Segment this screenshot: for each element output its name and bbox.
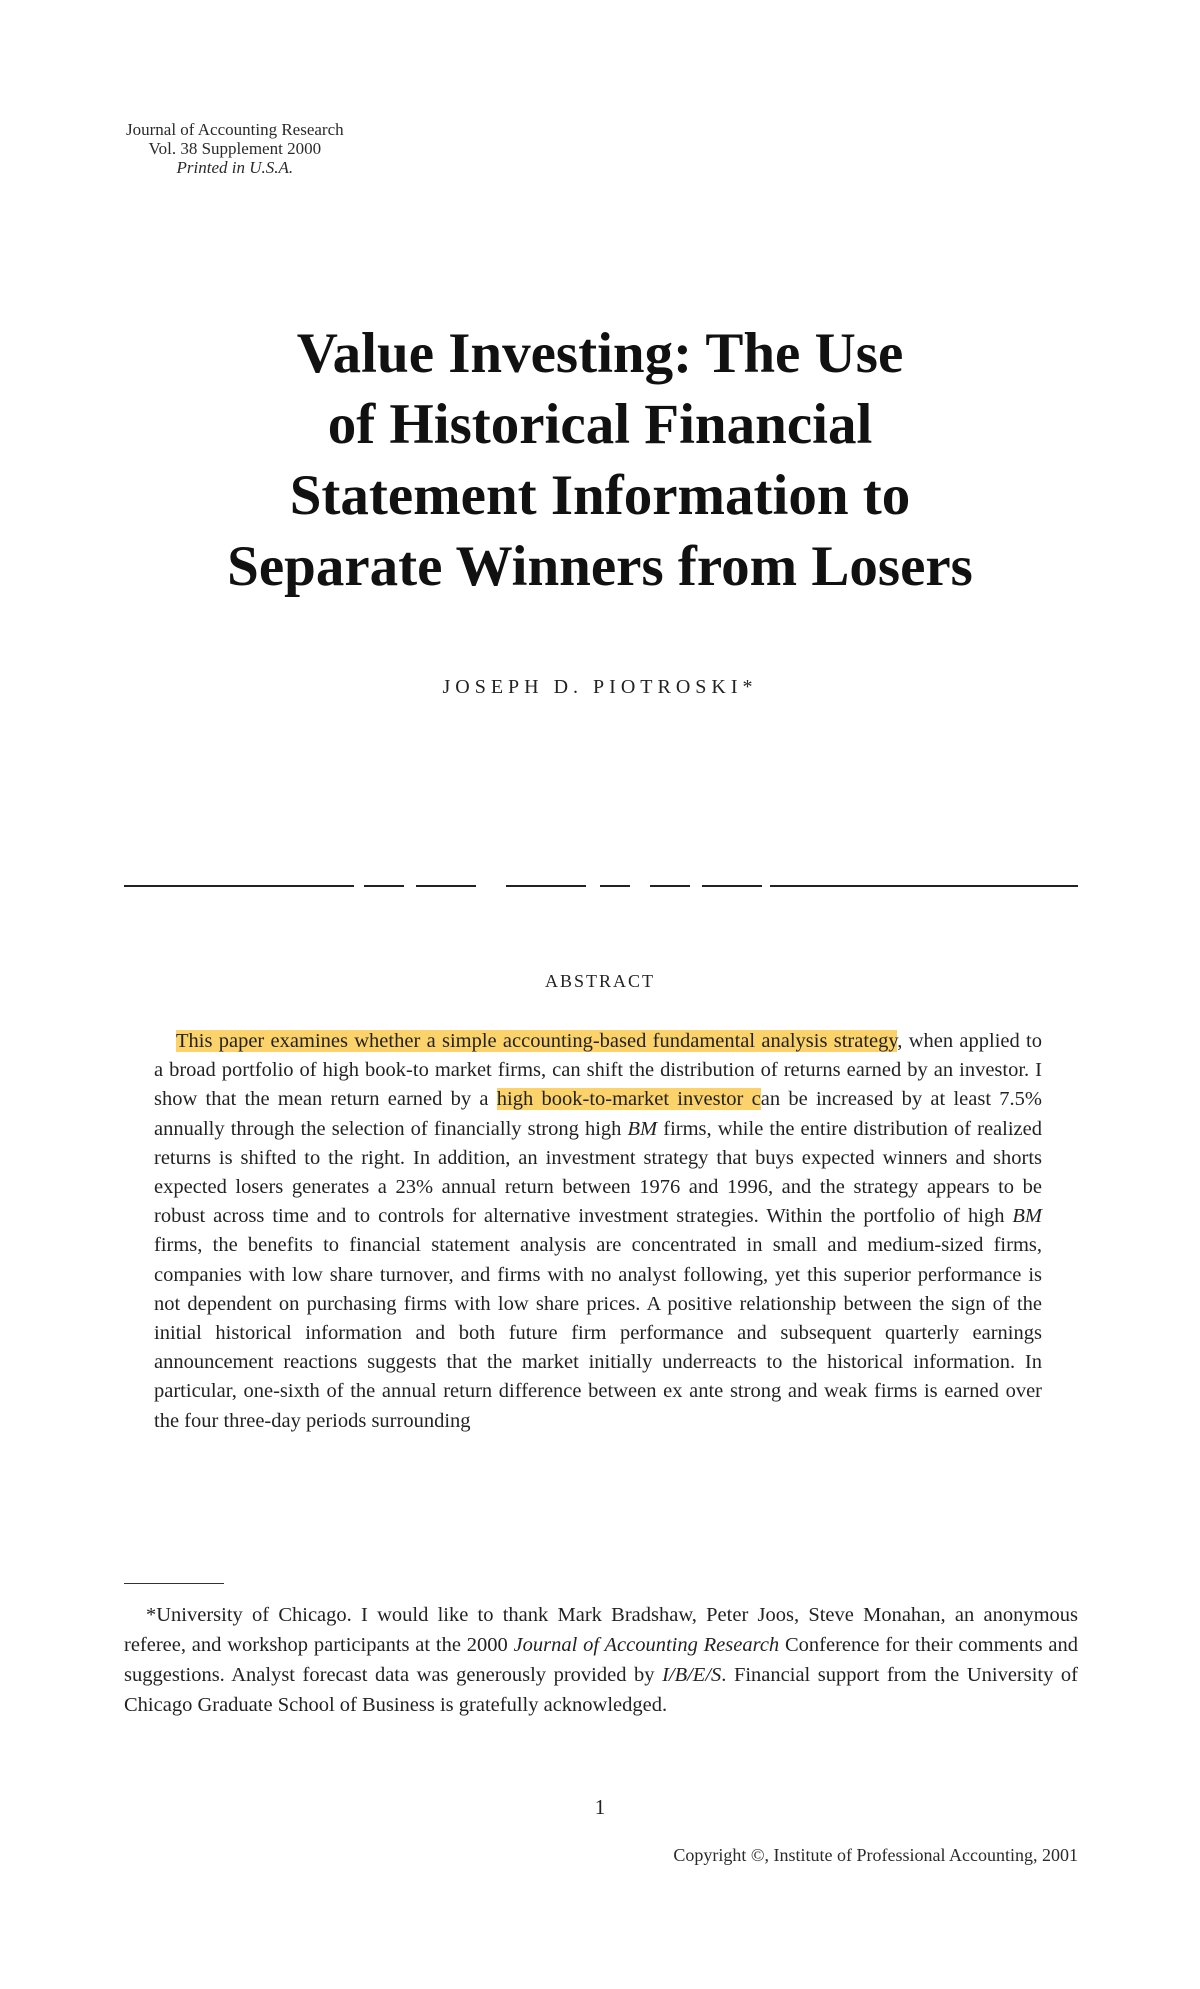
- copyright-notice: Copyright ©, Institute of Professional Accounting, 2001: [673, 1845, 1078, 1865]
- abstract-bm-term: BM: [627, 1117, 658, 1140]
- abstract-text: [154, 1027, 1042, 1436]
- abstract-segment: an be increased by at least 7.5% annually through the selection of financially strong high: [154, 1088, 1042, 1140]
- abstract-heading: ABSTRACT: [544, 971, 656, 991]
- footnote: [124, 1600, 1078, 1720]
- title-line-1: Value Investing: The Use: [296, 322, 904, 385]
- footnote-ibes: I/B/E/S: [662, 1664, 722, 1686]
- journal-header: [126, 120, 344, 177]
- printed-location: Printed in U.S.A.: [176, 158, 294, 177]
- abstract-bm-term: BM: [1012, 1205, 1042, 1228]
- title-line-3: Statement Information to: [289, 464, 911, 527]
- highlighted-text[interactable]: This paper examines whether a simple accounting-based fundamental analysis strategy: [176, 1030, 898, 1052]
- journal-name: Journal of Accounting Research: [126, 120, 344, 139]
- footnote-segment: Conference for their comments and suggestions. Analyst forecast data was generously provided by: [124, 1634, 1078, 1686]
- abstract-segment: , when applied to a broad portfolio of high book-to market firms, can shift the distribution of returns earned by an investor. I show that the mean return earned by a: [154, 1030, 1042, 1111]
- abstract-segment: firms, the benefits to financial statement analysis are concentrated in small and medium-sized firms, companies with low share turnover, and firms with no analyst following, yet this superior performance is not dependent on purchasing firms with low share prices. A positive relationship between the sign of the initial historical information and both future firm performance and subsequent quarterly earnings announcement reactions suggests that the market initially underreacts to the historical information. In particular, one-sixth of the annual return difference between ex ante strong and weak firms is earned over the four three-day periods surrounding: [154, 1234, 1042, 1432]
- title-line-4: Separate Winners from Losers: [227, 535, 973, 598]
- page-number: 1: [594, 1795, 606, 1819]
- author-name: JOSEPH D. PIOTROSKI*: [442, 676, 758, 698]
- footnote-journal-name: Journal of Accounting Research: [513, 1634, 780, 1656]
- footnote-segment: . Financial support from the University of Chicago Graduate School of Business is gratefully acknowledged.: [124, 1664, 1078, 1716]
- footnote-divider: [124, 1583, 224, 1584]
- footnote-segment: *University of Chicago. I would like to thank Mark Bradshaw, Peter Joos, Steve Monahan, an anonymous referee, and workshop participants at the 2000: [124, 1604, 1078, 1656]
- journal-volume: Vol. 38 Supplement 2000: [148, 139, 322, 158]
- abstract-segment: firms, while the entire distribution of realized returns is shifted to the right. In addition, an investment strategy that buys expected winners and shorts expected losers generates a 23% annual return between 1976 and 1996, and the strategy appears to be robust across time and to controls for alternative investment strategies. Within the portfolio of high: [154, 1117, 1042, 1228]
- paper-title: [0, 318, 1200, 602]
- highlighted-text[interactable]: high book-to-market investor c: [496, 1088, 761, 1111]
- section-divider: [124, 885, 1078, 887]
- title-line-2: of Historical Financial: [327, 393, 873, 456]
